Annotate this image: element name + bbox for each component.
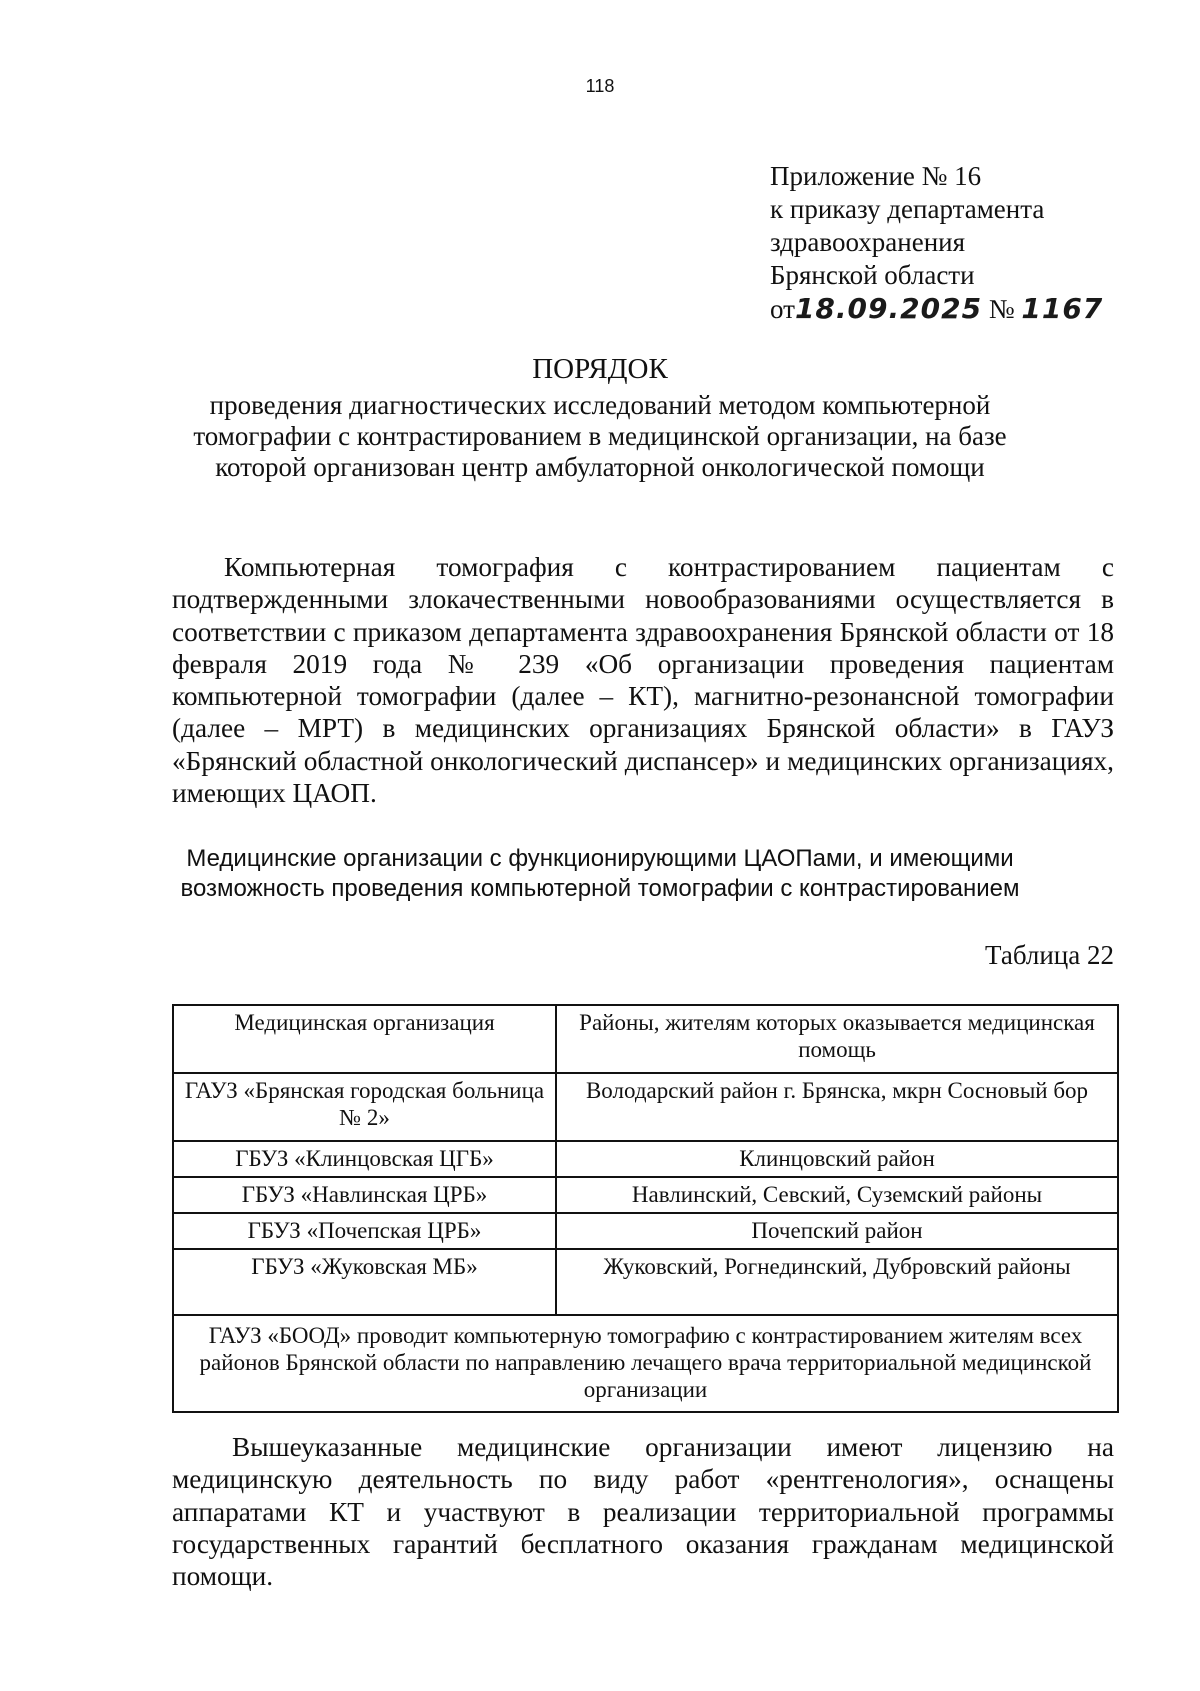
districts-cell: Володарский район г. Брянска, мкрн Сосновый бор	[556, 1073, 1118, 1141]
districts-cell: Навлинский, Севский, Суземский районы	[556, 1177, 1118, 1213]
document-subtitle: проведения диагностических исследований методом компьютерной томографии с контрастированием в медицинской организации, на базе которой организован центр амбулаторной онкологической помощи	[193, 390, 1007, 482]
appendix-line-2: к приказу департамента	[770, 194, 1045, 224]
org-cell: ГБУЗ «Жуковская МБ»	[173, 1249, 556, 1315]
table-label: Таблица 22	[985, 940, 1114, 970]
table-footer-row	[173, 1315, 1118, 1412]
org-cell: ГБУЗ «Почепская ЦРБ»	[173, 1213, 556, 1249]
header-organization: Медицинская организация	[173, 1005, 556, 1073]
document-title: ПОРЯДОК	[532, 353, 668, 385]
number-label: №	[988, 294, 1015, 324]
table-row	[173, 1141, 1118, 1177]
table-row	[173, 1249, 1118, 1315]
districts-cell: Клинцовский район	[556, 1141, 1118, 1177]
table-header-row	[173, 1005, 1118, 1073]
paragraph-intro: Компьютерная томография с контрастированием пациентам с подтвержденными злокачественными новообразованиями осуществляется в соответствии с приказом департамента здравоохранения Брянской области от 18 февраля 2019 года № 239 «Об организации проведения пациентам компьютерной томографии (далее – КТ), магнитно-резонансной томографии (далее – МРТ) в медицинских организациях Брянской области» в ГАУЗ «Брянский областной онкологический диспансер» и медицинских организациях, имеющих ЦАОП.	[172, 552, 1114, 809]
appendix-block	[770, 160, 1103, 326]
appendix-date-line	[770, 292, 1103, 326]
org-cell: ГБУЗ «Клинцовская ЦГБ»	[173, 1141, 556, 1177]
header-districts: Районы, жителям которых оказывается медицинская помощь	[556, 1005, 1118, 1073]
table-footer-note: ГАУЗ «БООД» проводит компьютерную томографию с контрастированием жителям всех районов Брянской области по направлению лечащего врача территориальной медицинской организации	[173, 1315, 1118, 1412]
table-row	[173, 1213, 1118, 1249]
appendix-line-4: Брянской области	[770, 260, 975, 290]
organizations-table	[172, 1004, 1119, 1413]
table-row	[173, 1177, 1118, 1213]
handwritten-date: 18.09.2025	[794, 292, 983, 325]
page-number: 118	[585, 76, 615, 96]
districts-cell: Почепский район	[556, 1213, 1118, 1249]
handwritten-number: 1167	[1021, 292, 1104, 325]
paragraph-conclusion: Вышеуказанные медицинские организации имеют лицензию на медицинскую деятельность по виду работ «рентгенология», оснащены аппаратами КТ и участвуют в реализации территориальной программы государственных гарантий бесплатного оказания гражданам медицинской помощи.	[172, 1432, 1114, 1592]
table-row	[173, 1073, 1118, 1141]
from-label: от	[770, 294, 795, 324]
table-heading: Медицинские организации с функционирующими ЦАОПами, и имеющими возможность проведения компьютерной томографии с контрастированием	[180, 845, 1020, 902]
org-cell: ГБУЗ «Навлинская ЦРБ»	[173, 1177, 556, 1213]
appendix-line-1: Приложение № 16	[770, 161, 982, 191]
appendix-line-3: здравоохранения	[770, 227, 966, 257]
org-cell: ГАУЗ «Брянская городская больница № 2»	[173, 1073, 556, 1141]
districts-cell: Жуковский, Рогнединский, Дубровский районы	[556, 1249, 1118, 1315]
